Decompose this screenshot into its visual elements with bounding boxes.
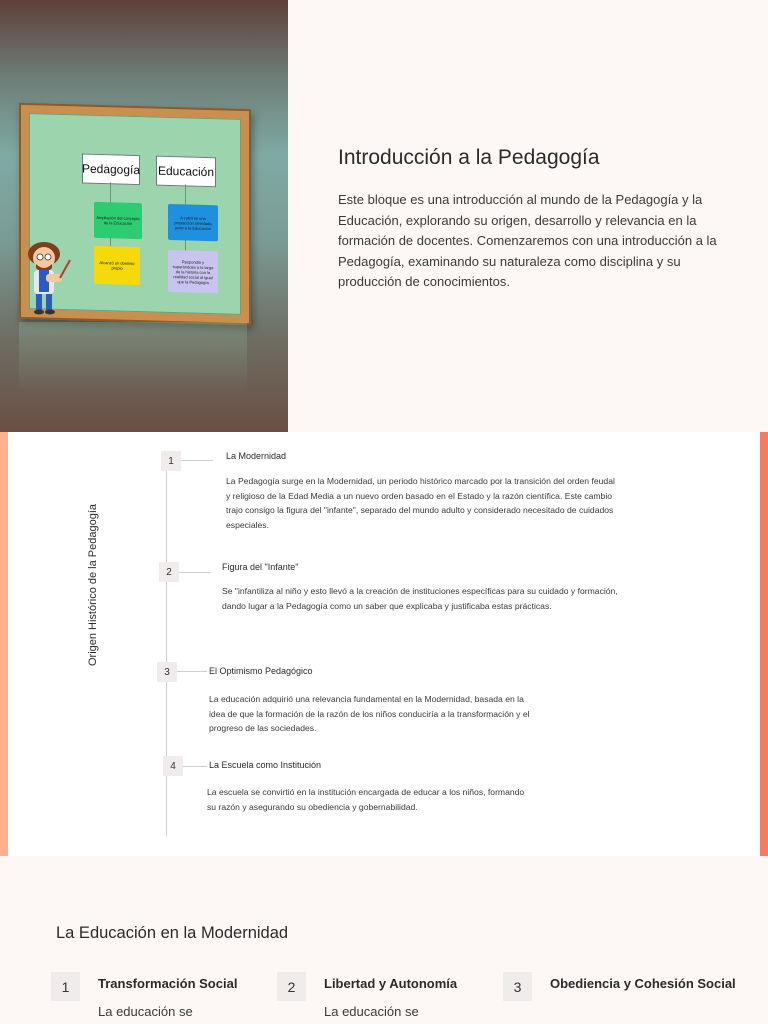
- intro-title: Introducción a la Pedagogía: [338, 146, 600, 169]
- timeline-step-2-badge: 2: [159, 562, 179, 582]
- timeline-axis: [166, 466, 167, 836]
- intro-illustration: [0, 0, 288, 432]
- modernity-col-1-text: La educación se: [98, 1004, 193, 1019]
- intro-section: [0, 0, 768, 432]
- modernity-col-2-badge: 2: [277, 972, 306, 1001]
- timeline-step-2-title: Figura del "Infante": [222, 562, 299, 572]
- timeline-step-3-text: La educación adquirió una relevancia fundamental en la Modernidad, basada en la idea de que la formación de la razón de los niños conduciría a la transformación y el progreso de las sociedades.: [209, 694, 530, 734]
- board-title-educacion: Educación: [156, 156, 216, 188]
- board-note-purple: Respondió y superándose a lo largo de la historia con la realidad social al igual que la Pedagogía: [168, 250, 218, 293]
- modernity-title: La Educación en la Modernidad: [56, 924, 289, 942]
- modernity-col-3-badge: 3: [503, 972, 532, 1001]
- timeline-step-1-badge: 1: [161, 451, 181, 471]
- timeline-step-4-title: La Escuela como Institución: [209, 760, 322, 770]
- board-note-green: Ampliación del concepto de la Educación: [94, 202, 142, 239]
- timeline-step-1-connector: [181, 460, 213, 461]
- intro-description: Este bloque es una introducción al mundo de la Pedagogía y la Educación, explorando su origen, desarrollo y relevancia en la formación de docentes. Comenzaremos con una introducción a la Pedagogía, examinando su naturaleza como disciplina y su producción de conocimientos.: [338, 192, 717, 290]
- timeline-step-2-text: Se "infantiliza al niño y esto llevó a la creación de instituciones específicas para su cuidado y formación, dando lugar a la Pedagogía como un saber que explicaba y justificaba estas prácticas.: [222, 586, 618, 611]
- teacher-icon: [24, 240, 72, 316]
- timeline-step-1-text: La Pedagogía surge en la Modernidad, un periodo histórico marcado por la transición del orden feudal y religioso de la Edad Media a un nuevo orden basado en el Estado y la razón científica. Este cambio trajo consigo la figura del "infante", separado del mundo adulto y considerado necesitado de cuidados especiales.: [226, 476, 615, 530]
- timeline-step-1-title: La Modernidad: [226, 451, 287, 461]
- board-note-yellow: Alcanzó un dominio propio: [94, 246, 140, 285]
- timeline-side-label: Origen Histórico de la Pedagogía: [87, 503, 99, 667]
- timeline-step-4-connector: [183, 766, 207, 767]
- timeline-step-2-connector: [179, 572, 211, 573]
- modernity-col-1-badge: 1: [51, 972, 80, 1001]
- timeline-step-3-title: El Optimismo Pedagógico: [209, 666, 313, 676]
- timeline-step-3-badge: 3: [157, 662, 177, 682]
- timeline-step-4-text: La escuela se convirtió en la institución encargada de educar a los niños, formando su razón y asegurando su obediencia y gobernabilidad.: [207, 787, 525, 812]
- modernity-col-1-title: Transformación Social: [98, 976, 238, 991]
- board-reflection: [19, 322, 247, 392]
- board-title-pedagogia: Pedagogía: [82, 154, 140, 186]
- timeline-step-3-connector: [177, 671, 207, 672]
- board-note-blue: A cubrirse una proyección orientada junto a la Educación: [168, 204, 218, 241]
- modernity-col-2-title: Libertad y Autonomía: [324, 976, 458, 991]
- timeline-step-4-badge: 4: [163, 756, 183, 776]
- modernity-col-3-title: Obediencia y Cohesión Social: [550, 976, 736, 991]
- modernity-col-2-text: La educación se: [324, 1004, 419, 1019]
